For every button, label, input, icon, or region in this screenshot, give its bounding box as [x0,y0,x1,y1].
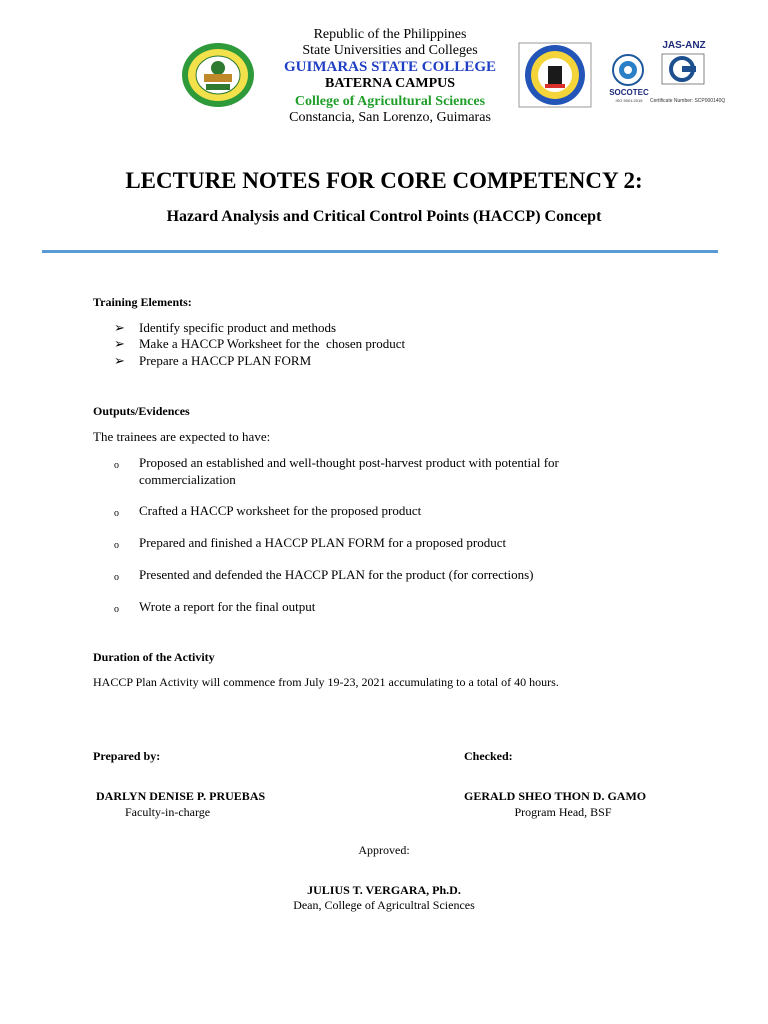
jas-anz-label: JAS-ANZ [662,40,706,51]
preparer-role: Faculty-in-charge [125,805,211,819]
checker-role: Program Head, BSF [514,805,612,819]
preparer-name: DARLYN DENISE P. PRUEBAS [96,789,266,803]
arrow-bullet-icon: ➢ [114,353,125,368]
checked-label: Checked: [464,749,513,763]
certificate-number: Certificate Number: SCP000140Q [650,98,726,104]
college-name: GUIMARAS STATE COLLEGE [284,59,496,75]
circle-bullet-icon: o [114,508,119,519]
document-subtitle: Hazard Analysis and Critical Control Points (HACCP) Concept [166,208,602,225]
approved-label: Approved: [358,843,410,857]
approver-role: Dean, College of Agricultral Sciences [293,898,475,912]
republic-line: Republic of the Philippines [313,27,467,42]
duration-heading: Duration of the Activity [93,650,215,664]
address: Constancia, San Lorenzo, Guimaras [289,110,491,125]
circle-bullet-icon: o [114,460,119,471]
document-title: LECTURE NOTES FOR CORE COMPETENCY 2: [125,168,643,193]
suc-line: State Universities and Colleges [302,43,478,58]
circle-bullet-icon: o [114,540,119,551]
circle-bullet-icon: o [114,572,119,583]
socotec-label: SOCOTEC [609,88,649,97]
iso-label: ISO 9001:2015 [615,98,643,103]
arrow-bullet-icon: ➢ [114,320,125,335]
arrow-bullet-icon: ➢ [114,336,125,351]
department-name: College of Agricultural Sciences [294,94,486,109]
outputs-heading: Outputs/Evidences [93,404,190,418]
outputs-intro: The trainees are expected to have: [93,429,271,444]
circle-bullet-icon: o [114,604,119,615]
approver-name: JULIUS T. VERGARA, Ph.D. [307,883,461,897]
training-heading: Training Elements: [93,295,192,309]
duration-text: HACCP Plan Activity will commence from July 19-23, 2021 accumulating to a total of 40 hours. [93,675,559,689]
campus-name: BATERNA CAMPUS [324,76,456,91]
certification-logos [608,40,726,110]
title-rule [42,250,718,253]
checker-name: GERALD SHEO THON D. GAMO [464,789,647,803]
campus-seal-logo [518,42,592,108]
prepared-by-label: Prepared by: [93,749,161,763]
